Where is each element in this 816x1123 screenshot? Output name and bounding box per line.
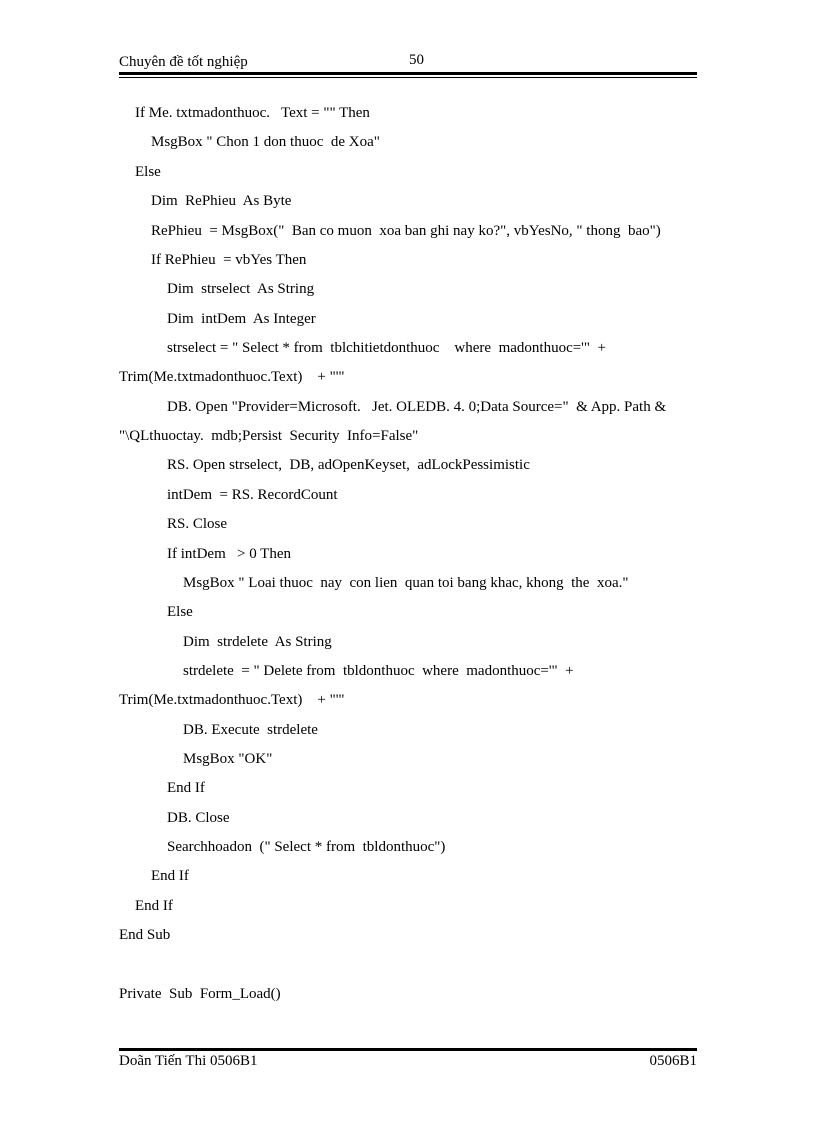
code-line: MsgBox " Chon 1 don thuoc de Xoa" xyxy=(151,134,380,150)
code-line: If intDem > 0 Then xyxy=(167,546,291,562)
document-title: Chuyên đề tốt nghiệp xyxy=(119,54,248,70)
code-line: Dim RePhieu As Byte xyxy=(151,193,292,209)
code-line: DB. Close xyxy=(167,810,230,826)
code-line: MsgBox "OK" xyxy=(183,751,273,767)
code-line: RePhieu = MsgBox(" Ban co muon xoa ban ghi nay ko?", vbYesNo, " thong bao") xyxy=(151,223,661,239)
code-line: If Me. txtmadonthuoc. Text = "" Then xyxy=(135,105,370,121)
code-line: intDem = RS. RecordCount xyxy=(167,487,338,503)
code-line: RS. Close xyxy=(167,516,228,532)
code-line: End Sub xyxy=(119,927,171,943)
page-number: 50 xyxy=(409,52,424,68)
code-line: DB. Open "Provider=Microsoft. Jet. OLEDB. 4. 0;Data Source=" & App. Path & xyxy=(167,399,667,415)
code-line: Trim(Me.txtmadonthuoc.Text) + "'" xyxy=(119,692,345,708)
code-line: Dim strdelete As String xyxy=(183,634,332,650)
code-line: End If xyxy=(167,780,205,796)
code-line: Private Sub Form_Load() xyxy=(119,986,281,1002)
code-line: DB. Execute strdelete xyxy=(183,722,318,738)
code-line: strdelete = " Delete from tbldonthuoc where madonthuoc='" + xyxy=(183,663,574,679)
code-line: Trim(Me.txtmadonthuoc.Text) + "'" xyxy=(119,369,345,385)
code-line: Else xyxy=(167,604,193,620)
footer-rule xyxy=(119,1048,697,1051)
header-rule-thin xyxy=(119,77,697,78)
code-line: strselect = " Select * from tblchitietdonthuoc where madonthuoc='" + xyxy=(167,340,606,356)
code-line: "\QLthuoctay. mdb;Persist Security Info=False" xyxy=(119,428,419,444)
code-line: Searchhoadon (" Select * from tbldonthuoc") xyxy=(167,839,446,855)
code-line: RS. Open strselect, DB, adOpenKeyset, adLockPessimistic xyxy=(167,457,530,473)
code-line: Else xyxy=(135,164,161,180)
page-header xyxy=(119,52,697,74)
code-line: End If xyxy=(135,898,173,914)
footer-code: 0506B1 xyxy=(649,1053,697,1069)
code-line: End If xyxy=(151,868,189,884)
header-rule-thick xyxy=(119,72,697,75)
code-line: MsgBox " Loai thuoc nay con lien quan toi bang khac, khong the xoa." xyxy=(183,575,629,591)
code-line: If RePhieu = vbYes Then xyxy=(151,252,307,268)
code-line: Dim intDem As Integer xyxy=(167,311,316,327)
code-line: Dim strselect As String xyxy=(167,281,315,297)
footer-author: Doãn Tiến Thi 0506B1 xyxy=(119,1053,258,1069)
